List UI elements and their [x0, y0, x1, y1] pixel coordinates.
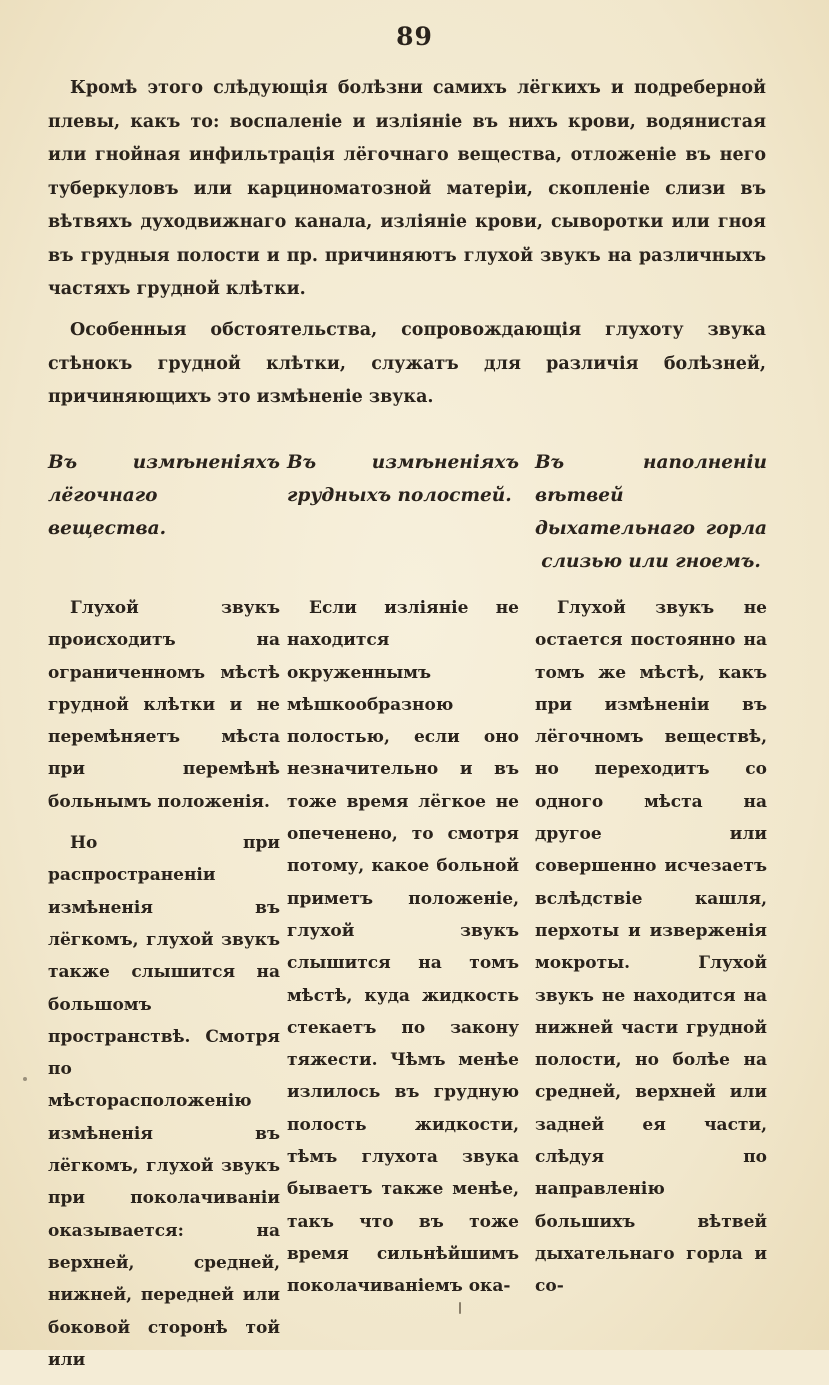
- margin-speck: [23, 1077, 27, 1081]
- column-heading: Въ измѣненіяхъ лёгочнаго вещества.: [48, 452, 280, 539]
- column-paragraph: Если изліяніе не находится окруженнымъ мѣшкообразною полостью, если оно незначительно и въ тоже время лёгкое не опеченено, то смотря потому, какое больной приметъ положеніе, глухой звукъ слышится на томъ мѣстѣ, куда жидкость стекаетъ по закону тяжести. Чѣмъ менѣе излилось въ грудную полость жидкости, тѣмъ глухота звука бываетъ также менѣе, такъ что въ тоже время сильнѣйшимъ поколачиваніемъ ока-: [287, 598, 519, 1297]
- page-number: 89: [396, 22, 433, 51]
- column-bronchi-filling: [535, 446, 767, 1312]
- column-lung-tissue: [48, 446, 280, 1385]
- intro-paragraph: Кромѣ этого слѣдующія болѣзни самихъ лёгкихъ и подреберной плевы, какъ то: воспаленіе и изліяніе въ нихъ крови, водянистая или гнойная инфильтрація лёгочнаго вещества, отложеніе въ него туберкуловъ или карциноматозной матеріи, скопленіе слизи въ вѣтвяхъ духодвижнаго канала, изліяніе крови, сыворотки или гноя въ грудныя полости и пр. причиняютъ глухой звукъ на различныхъ частяхъ грудной клѣтки.: [48, 78, 766, 299]
- column-paragraph: Глухой звукъ не остается постоянно на томъ же мѣстѣ, какъ при измѣненіи въ лёгочномъ веществѣ, но переходитъ со одного мѣста на другое или совершенно исчезаетъ вслѣдствіе кашля, перхоты и изверженія мокроты. Глухой звукъ не находится на нижней части грудной полости, но болѣе на средней, верхней или задней ея части, слѣдуя по направленію большихъ вѣтвей дыхательнаго горла и со-: [535, 598, 767, 1297]
- column-body: [535, 592, 767, 1303]
- column-body: [287, 592, 519, 1303]
- column-paragraph: Глухой звукъ происходитъ на ограниченномъ мѣстѣ грудной клѣтки и не перемѣняетъ мѣста при перемѣнѣ больнымъ положенія.: [48, 598, 280, 812]
- column-heading: Въ измѣненіяхъ грудныхъ полостей.: [287, 452, 519, 506]
- column-chest-cavities: [287, 446, 519, 1312]
- column-heading: Въ наполненіи вѣтвей дыхательнаго горла слизью или гноемъ.: [535, 452, 767, 572]
- column-body: [48, 592, 280, 1376]
- bottom-mark: [459, 1302, 461, 1314]
- column-paragraph: Но при распространеніи измѣненія въ лёгкомъ, глухой звукъ также слышится на большомъ пространствѣ. Смотря по мѣсторасположенію измѣненія въ лёгкомъ, глухой звукъ при поколачиваніи оказывается: на верхней, средней, нижней, передней или боковой сторонѣ той или: [48, 833, 280, 1370]
- distinction-paragraph: Особенныя обстоятельства, сопровождающія глухоту звука стѣнокъ грудной клѣтки, служатъ для различія болѣзней, причиняющихъ это измѣненіе звука.: [48, 320, 766, 407]
